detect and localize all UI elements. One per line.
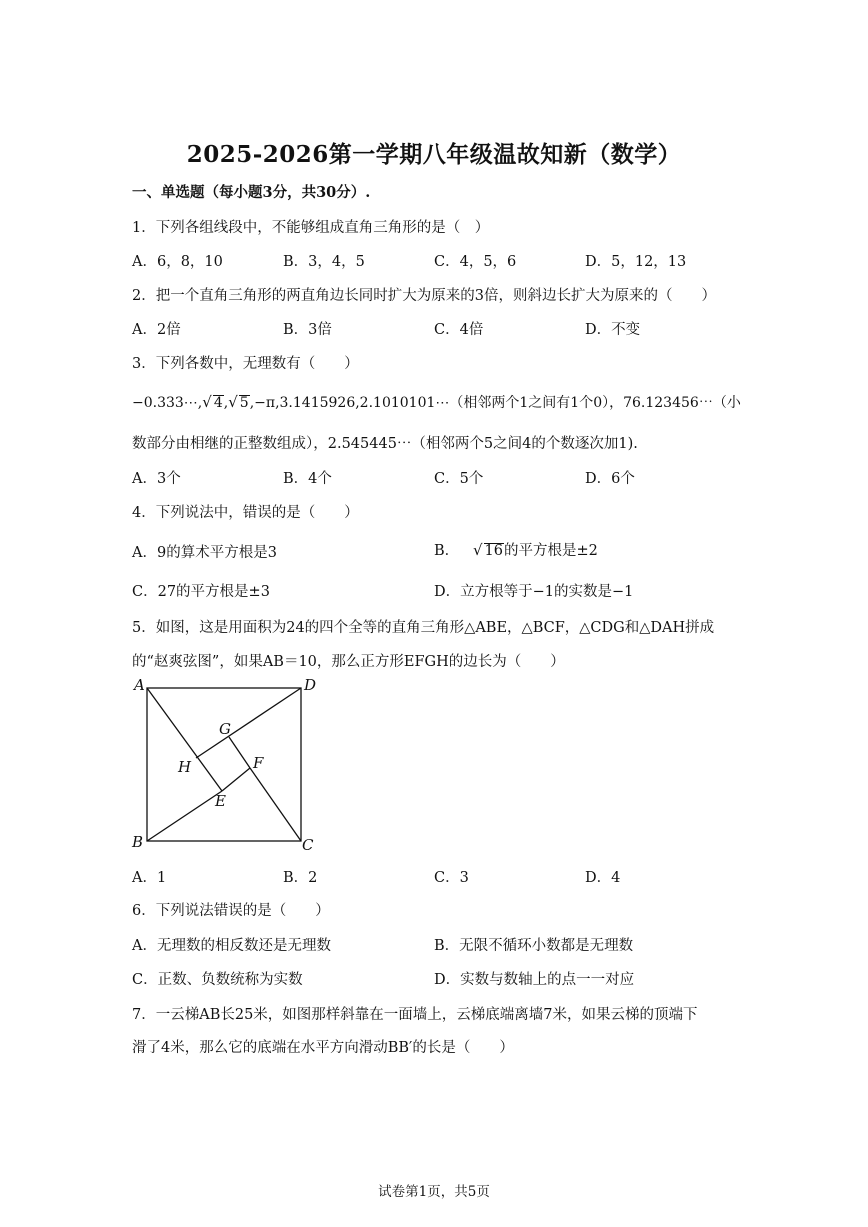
question-4-option-b	[434, 539, 598, 560]
question-2-stem: 2．把一个直角三角形的两直角边长同时扩大为原来的3倍，则斜边长扩大为原来的（ ）	[132, 288, 716, 304]
question-3-number-list: −0.333⋯,√ 4,√ 5,−π,3.1415926,2.1010101⋯（相邻两个1之间有1个0），76.123456⋯（小	[132, 393, 741, 411]
question-3-option-d: D．6个	[585, 471, 635, 487]
option-text: 的平方根是±2	[504, 543, 598, 559]
question-5-option-d: D．4	[585, 870, 621, 886]
question-1-option-b: B．3，4，5	[283, 254, 365, 270]
question-6-stem: 6．下列说法错误的是（ ）	[132, 903, 330, 919]
question-3-stem: 3．下列各数中，无理数有（ ）	[132, 356, 359, 372]
question-5-option-b: B．2	[283, 870, 318, 886]
question-4-stem: 4．下列说法中，错误的是（ ）	[132, 505, 359, 521]
label-c: C	[302, 836, 314, 854]
label-g: G	[219, 720, 231, 738]
question-5-stem-line2: 的“赵爽弦图”，如果AB＝10，那么正方形EFGH的边长为（ ）	[132, 654, 565, 670]
question-1-option-d: D．5，12，13	[585, 254, 687, 270]
segment-be	[147, 791, 222, 841]
label-a: A	[134, 676, 145, 694]
radicand: 16	[484, 543, 503, 559]
label-b: B	[132, 833, 144, 851]
zhao-shuang-diagram	[126, 672, 326, 854]
question-1-option-a: A．6，8，10	[132, 254, 223, 270]
number-list-start: −0.333⋯,	[132, 395, 203, 411]
question-3-number-list-line2: 数部分由相继的正整数组成），2.545445⋯（相邻两个5之间4的个数逐次加1).	[132, 436, 638, 452]
question-3-option-a: A．3个	[132, 471, 181, 487]
question-5-stem-line1: 5．如图，这是用面积为24的四个全等的直角三角形△ABE，△BCF，△CDG和△DAH拼成	[132, 620, 715, 636]
question-4-option-a: A．9的算术平方根是3	[132, 545, 277, 561]
question-3-option-b: B．4个	[283, 471, 332, 487]
segment-dh	[196, 688, 301, 758]
question-2-option-b: B．3倍	[283, 322, 332, 338]
question-5-option-c: C．3	[434, 870, 469, 886]
label-e: E	[215, 792, 226, 810]
radicand: 5	[239, 395, 249, 411]
question-6-option-a: A．无理数的相反数还是无理数	[132, 938, 331, 954]
question-3-option-c: C．5个	[434, 471, 484, 487]
number-list-rest: ,−π,3.1415926,2.1010101⋯（相邻两个1之间有1个0），76.123456⋯（小	[249, 395, 741, 411]
radical-sign: √	[202, 393, 212, 411]
option-letter: B．	[434, 543, 460, 559]
question-7-stem-line1: 7．一云梯AB长25米，如图那样斜靠在一面墙上，云梯底端离墙7米，如果云梯的顶端下	[132, 1007, 698, 1023]
page-footer: 试卷第1页，共5页	[378, 1184, 490, 1200]
question-2-option-a: A．2倍	[132, 322, 181, 338]
radical-sign: √	[472, 541, 483, 559]
question-6-option-c: C．正数、负数统称为实数	[132, 972, 303, 988]
question-7-stem-line2: 滑了4米，那么它的底端在水平方向滑动BB′的长是（ ）	[132, 1040, 514, 1056]
question-5-option-a: A．1	[132, 870, 167, 886]
label-d: D	[304, 676, 317, 694]
outer-square-abcd	[147, 688, 301, 841]
radicand: 4	[213, 395, 223, 411]
segment-gf	[229, 737, 250, 768]
question-4-option-c: C．27的平方根是±3	[132, 584, 270, 600]
question-2-option-d: D．不变	[585, 322, 641, 338]
segment-ef	[222, 768, 250, 791]
question-4-option-d: D．立方根等于−1的实数是−1	[434, 584, 634, 600]
segment-cf	[250, 768, 301, 841]
question-6-option-d: D．实数与数轴上的点一一对应	[434, 972, 635, 988]
question-1-option-c: C．4，5，6	[434, 254, 517, 270]
exam-title: 2025-2026第一学期八年级温故知新（数学）	[186, 141, 682, 168]
question-1-stem: 1．下列各组线段中，不能够组成直角三角形的是（ ）	[132, 220, 490, 236]
label-f: F	[253, 754, 264, 772]
radical-sign: √	[228, 393, 238, 411]
section-heading: 一、单选题（每小题3分，共30分）.	[132, 184, 371, 201]
label-h: H	[178, 758, 192, 776]
question-2-option-c: C．4倍	[434, 322, 484, 338]
question-6-option-b: B．无限不循环小数都是无理数	[434, 938, 634, 954]
